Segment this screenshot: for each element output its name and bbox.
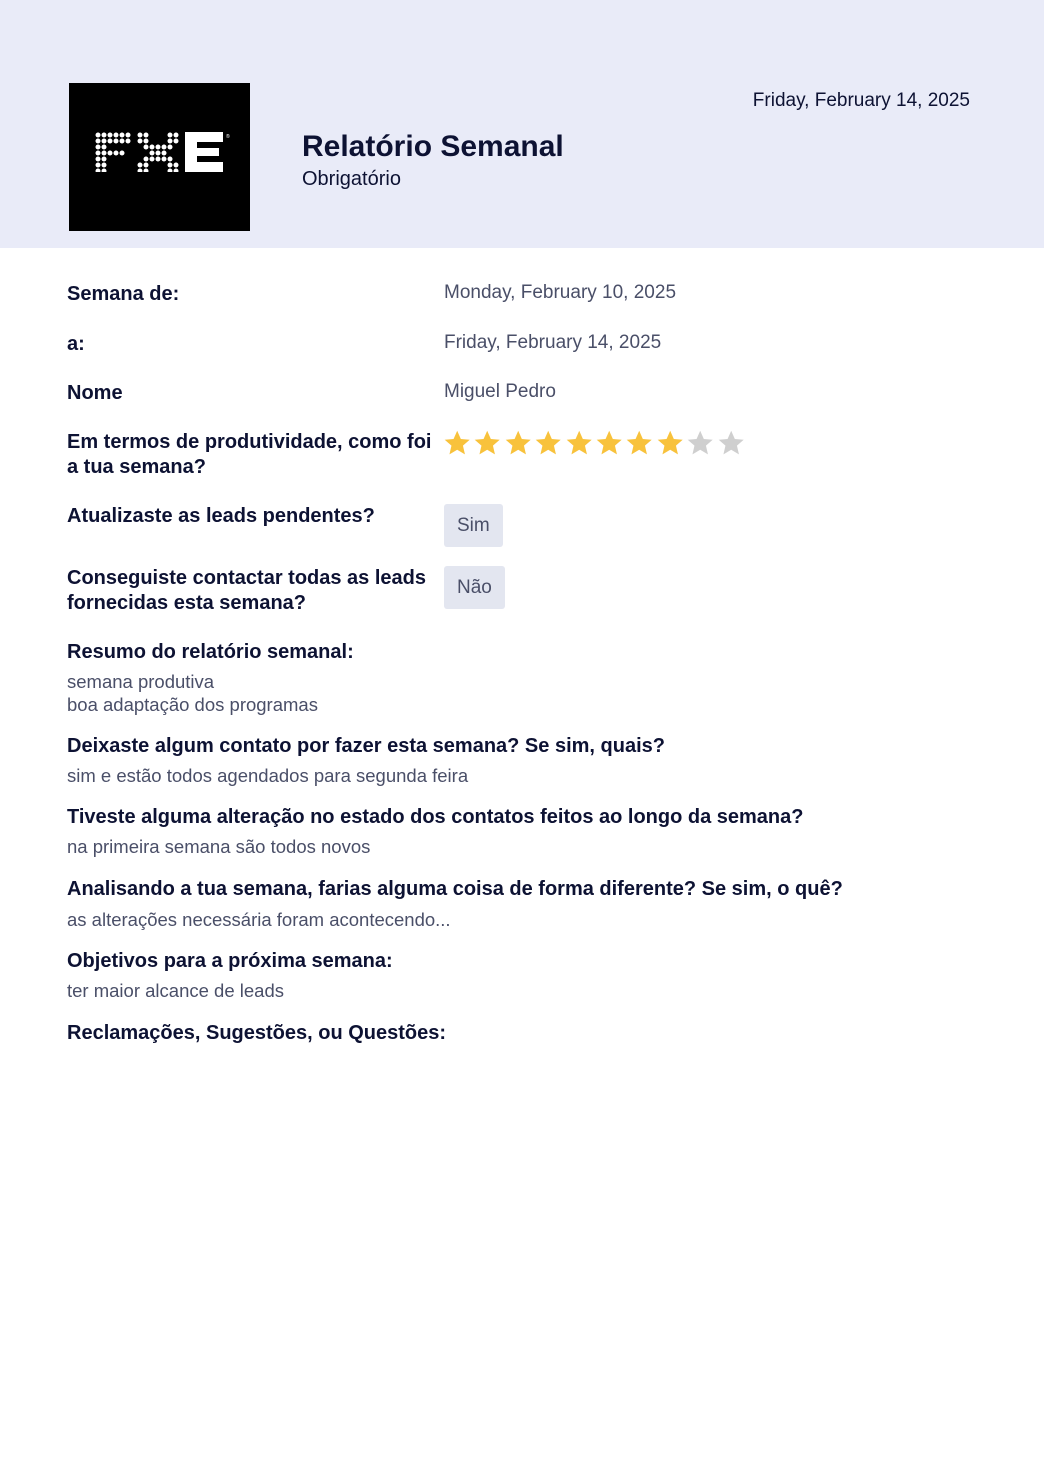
star-filled-icon — [442, 428, 472, 458]
do-differently-label: Analisando a tua semana, farias alguma coisa de forma diferente? Se sim, o quê? — [67, 878, 843, 900]
next-week-goals-label: Objetivos para a próxima semana: — [67, 950, 393, 972]
week-to-label: a: — [67, 333, 85, 355]
productivity-star-rating — [442, 428, 746, 458]
status-change-label: Tiveste alguma alteração no estado dos contatos feitos ao longo da semana? — [67, 806, 804, 828]
summary-label: Resumo do relatório semanal: — [67, 641, 354, 663]
star-empty-icon — [716, 428, 746, 458]
star-filled-icon — [564, 428, 594, 458]
star-filled-icon — [503, 428, 533, 458]
name-label: Nome — [67, 382, 123, 404]
star-filled-icon — [472, 428, 502, 458]
report-date: Friday, February 14, 2025 — [752, 90, 970, 111]
star-filled-icon — [594, 428, 624, 458]
productivity-label-line1: Em termos de produtividade, como foi — [67, 431, 432, 453]
summary-answer-line1: semana produtiva — [67, 671, 215, 692]
productivity-label — [67, 430, 432, 480]
summary-answer-line2: boa adaptação dos programas — [67, 694, 318, 715]
contacted-label-line2: fornecidas esta semana? — [67, 592, 306, 614]
contacted-label-line1: Conseguiste contactar todas as leads — [67, 567, 427, 589]
page-title: Relatório Semanal — [302, 130, 564, 163]
svg-text:®: ® — [226, 134, 230, 140]
fxe-logo-dots — [95, 132, 250, 172]
star-filled-icon — [655, 428, 685, 458]
star-filled-icon — [624, 428, 654, 458]
page-subtitle: Obrigatório — [302, 168, 401, 190]
company-logo — [69, 83, 250, 231]
star-filled-icon — [533, 428, 563, 458]
week-from-value: Monday, February 10, 2025 — [444, 282, 677, 303]
report-header — [0, 0, 1044, 248]
complaints-label: Reclamações, Sugestões, ou Questões: — [67, 1022, 447, 1044]
status-change-answer: na primeira semana são todos novos — [67, 836, 371, 857]
pending-contacts-label: Deixaste algum contato por fazer esta semana? Se sim, quais? — [67, 735, 665, 757]
name-value: Miguel Pedro — [444, 381, 556, 402]
week-from-label: Semana de: — [67, 283, 180, 305]
contacted-value-badge: Não — [444, 566, 505, 609]
do-differently-answer: as alterações necessária foram acontecendo... — [67, 909, 451, 930]
pending-contacts-answer: sim e estão todos agendados para segunda feira — [67, 765, 469, 786]
contacted-label — [67, 566, 426, 616]
summary-answer — [67, 670, 318, 716]
next-week-goals-answer: ter maior alcance de leads — [67, 980, 284, 1001]
leads-updated-label: Atualizaste as leads pendentes? — [67, 505, 375, 527]
star-empty-icon — [685, 428, 715, 458]
leads-updated-value-badge: Sim — [444, 504, 503, 547]
week-to-value: Friday, February 14, 2025 — [444, 332, 662, 353]
productivity-label-line2: a tua semana? — [67, 456, 206, 478]
